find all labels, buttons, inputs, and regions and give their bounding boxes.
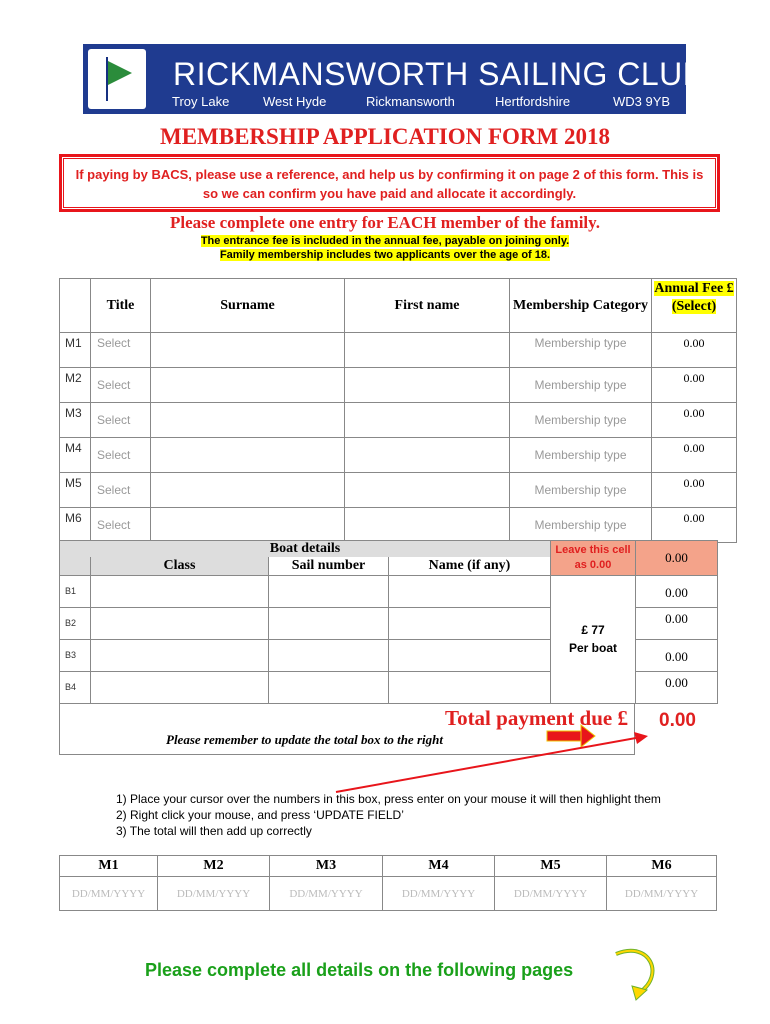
bacs-notice-text: If paying by BACS, please use a reference, and help us by confirming it on page 2 of this form. This is so we can confirm you have paid and allocate it accordingly.: [75, 167, 704, 201]
dates-table: [59, 855, 717, 911]
family-membership-note: Family membership includes two applicants over the age of 18.: [219, 249, 551, 261]
membership-type-select[interactable]: Membership type: [510, 333, 652, 368]
membership-type-select[interactable]: Membership type: [510, 508, 652, 543]
annual-fee-label: Annual Fee £ (Select): [654, 281, 734, 314]
boat-fee[interactable]: 0.00: [636, 607, 718, 639]
address-line: Hertfordshire: [495, 94, 571, 109]
member-fee[interactable]: 0.00: [652, 508, 737, 543]
step-2: 2) Right click your mouse, and press ‘UPDATE FIELD’: [116, 808, 404, 822]
address-line: Troy Lake: [172, 94, 230, 109]
update-instructions: [116, 791, 661, 839]
first-name-header: First name: [345, 279, 510, 333]
boat-details-title: Boat details: [60, 541, 551, 558]
boat-class-header: Class: [91, 557, 269, 575]
boat-label: B4: [60, 671, 91, 703]
surname-header: Surname: [151, 279, 345, 333]
boat-name-header: Name (if any): [389, 557, 551, 575]
membership-type-select[interactable]: Membership type: [510, 473, 652, 508]
category-header: Membership Category: [510, 279, 652, 333]
total-value[interactable]: 0.00: [659, 710, 696, 731]
title-header: Title: [91, 279, 151, 333]
right-arrow-icon: [547, 725, 595, 747]
member-fee[interactable]: 0.00: [652, 368, 737, 403]
title-select[interactable]: Select: [91, 438, 151, 473]
date-field[interactable]: DD/MM/YYYY: [270, 877, 383, 911]
address-line: WD3 9YB: [613, 94, 671, 109]
date-header: M4: [383, 856, 495, 877]
date-header: M6: [607, 856, 717, 877]
date-header: M1: [60, 856, 158, 877]
date-header: M2: [158, 856, 270, 877]
leave-cell-note: Leave this cell as 0.00: [551, 541, 636, 576]
date-field[interactable]: DD/MM/YYYY: [495, 877, 607, 911]
boat-label: B2: [60, 607, 91, 639]
boat-fee[interactable]: 0.00: [636, 639, 718, 671]
boat-fee[interactable]: 0.00: [636, 671, 718, 703]
title-select[interactable]: Select: [91, 368, 151, 403]
address-line: West Hyde: [263, 94, 327, 109]
club-name: RICKMANSWORTH SAILING CLUB: [173, 56, 705, 92]
total-label: Total payment due £: [444, 706, 628, 730]
date-header: M5: [495, 856, 607, 877]
title-select[interactable]: Select: [91, 508, 151, 543]
boat-price-unit: Per boat: [568, 641, 617, 655]
step-1: 1) Place your cursor over the numbers in this box, press enter on your mouse it will then highlight them: [116, 792, 661, 806]
member-label: M6: [60, 508, 91, 543]
member-label: M5: [60, 473, 91, 508]
member-fee[interactable]: 0.00: [652, 403, 737, 438]
title-select[interactable]: Select: [91, 403, 151, 438]
member-label: M3: [60, 403, 91, 438]
address-line: Rickmansworth: [366, 94, 455, 109]
boat-fee[interactable]: 0.00: [636, 575, 718, 607]
boat-price: £ 77: [581, 623, 605, 637]
title-select[interactable]: Select: [91, 473, 151, 508]
date-field[interactable]: DD/MM/YYYY: [383, 877, 495, 911]
member-fee[interactable]: 0.00: [652, 473, 737, 508]
date-field[interactable]: DD/MM/YYYY: [158, 877, 270, 911]
member-fee[interactable]: 0.00: [652, 333, 737, 368]
sail-number-header: Sail number: [269, 557, 389, 575]
membership-type-select[interactable]: Membership type: [510, 438, 652, 473]
pointer-arrow-icon: [336, 732, 648, 792]
member-label: M4: [60, 438, 91, 473]
curved-arrow-icon: [616, 951, 652, 1000]
continue-note: Please complete all details on the following pages: [145, 960, 574, 980]
step-3: 3) The total will then add up correctly: [116, 824, 312, 838]
date-header: M3: [270, 856, 383, 877]
member-fee[interactable]: 0.00: [652, 438, 737, 473]
membership-type-select[interactable]: Membership type: [510, 403, 652, 438]
membership-type-select[interactable]: Membership type: [510, 368, 652, 403]
boat-label: B1: [60, 575, 91, 607]
date-field[interactable]: DD/MM/YYYY: [607, 877, 717, 911]
form-title: MEMBERSHIP APPLICATION FORM 2018: [159, 124, 610, 149]
family-instruction: Please complete one entry for EACH member of the family.: [170, 213, 600, 232]
title-select[interactable]: Select: [91, 333, 151, 368]
boat-label: B3: [60, 639, 91, 671]
member-label: M2: [60, 368, 91, 403]
date-field[interactable]: DD/MM/YYYY: [60, 877, 158, 911]
member-label: M1: [60, 333, 91, 368]
entrance-fee-note: The entrance fee is included in the annual fee, payable on joining only.: [200, 235, 570, 247]
leave-cell-fee[interactable]: 0.00: [636, 541, 718, 576]
total-reminder: Please remember to update the total box to the right: [166, 732, 443, 747]
